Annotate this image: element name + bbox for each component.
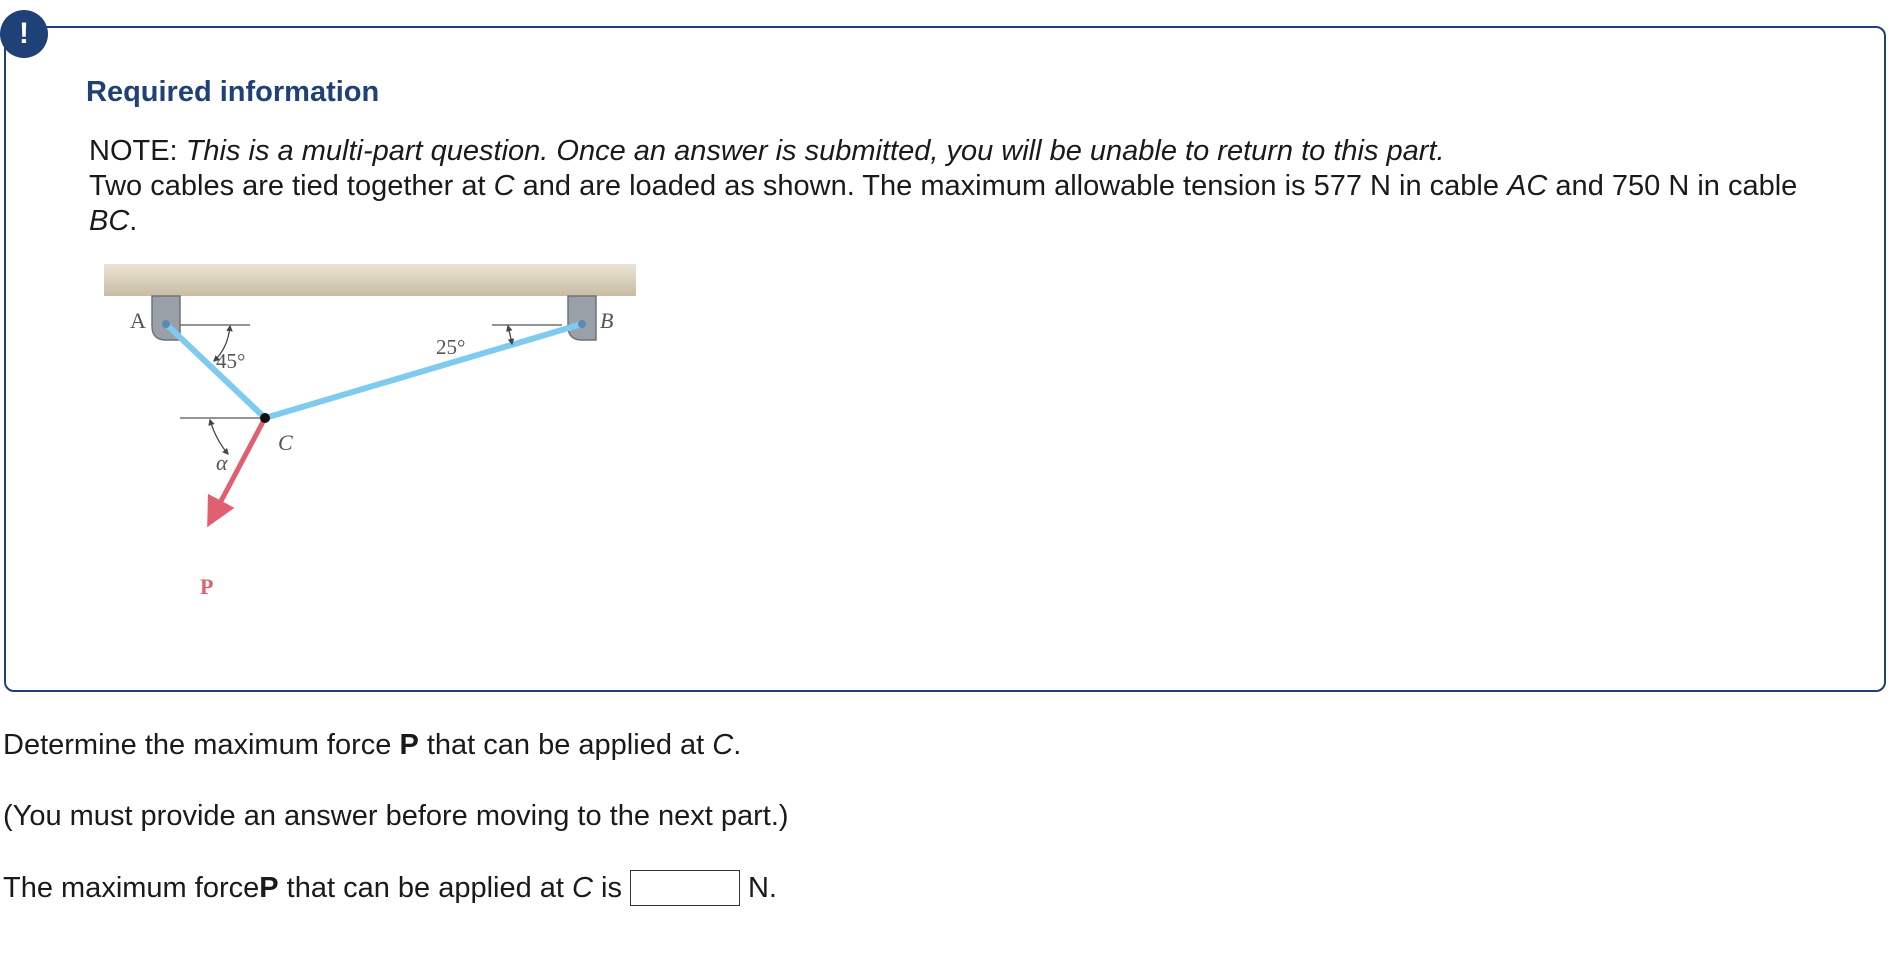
problem-text-1: Two cables are tied together at xyxy=(89,170,494,202)
question-text-2: that can be applied at xyxy=(418,729,713,761)
label-b: B xyxy=(600,308,614,333)
answer-unit: N. xyxy=(747,871,777,904)
note-label: NOTE: xyxy=(89,135,178,167)
label-p: P xyxy=(200,574,214,599)
support-b xyxy=(568,296,596,340)
angle-label-45: 45° xyxy=(216,349,246,373)
pin-a xyxy=(162,320,170,328)
ceiling xyxy=(104,264,636,296)
note-paragraph xyxy=(89,134,1819,239)
problem-point-c: C xyxy=(493,170,515,202)
alert-icon: ! xyxy=(0,10,48,58)
answer-required-note: (You must provide an answer before moving to the next part.) xyxy=(3,800,789,832)
angle-arc-alpha xyxy=(210,420,228,454)
label-a: A xyxy=(130,308,146,333)
question-point-c: C xyxy=(712,729,734,761)
answer-text-is: is xyxy=(592,871,622,904)
joint-c xyxy=(260,413,270,423)
question-text-end: . xyxy=(733,729,742,761)
answer-point-c: C xyxy=(572,871,593,904)
cable-bc xyxy=(265,324,582,418)
problem-text-4: . xyxy=(129,205,138,237)
question-text-1: Determine the maximum force xyxy=(3,729,400,761)
question-prompt xyxy=(3,729,741,762)
angle-arc-25 xyxy=(508,326,512,344)
answer-text-1: The maximum force xyxy=(3,871,260,904)
answer-text-2: that can be applied at xyxy=(278,871,573,904)
answer-input[interactable] xyxy=(630,870,740,906)
angle-label-alpha: α xyxy=(216,450,228,475)
note-text: This is a multi-part question. Once an answer is submitted, you will be unable to return to this part. xyxy=(185,135,1445,167)
note-line xyxy=(89,134,1819,169)
label-c: C xyxy=(278,430,293,455)
question-force-p: P xyxy=(399,729,419,761)
problem-statement xyxy=(89,169,1819,239)
info-title: Required information xyxy=(86,76,380,108)
problem-text-2: and are loaded as shown. The maximum allowable tension is 577 N in cable xyxy=(514,170,1508,202)
answer-row xyxy=(3,870,777,906)
cable-diagram xyxy=(100,260,640,610)
angle-label-25: 25° xyxy=(436,335,466,359)
problem-cable-ac: AC xyxy=(1507,170,1548,202)
pin-b xyxy=(578,320,586,328)
answer-force-p: P xyxy=(259,871,279,904)
problem-text-3: and 750 N in cable xyxy=(1547,170,1798,202)
problem-cable-bc: BC xyxy=(89,205,130,237)
